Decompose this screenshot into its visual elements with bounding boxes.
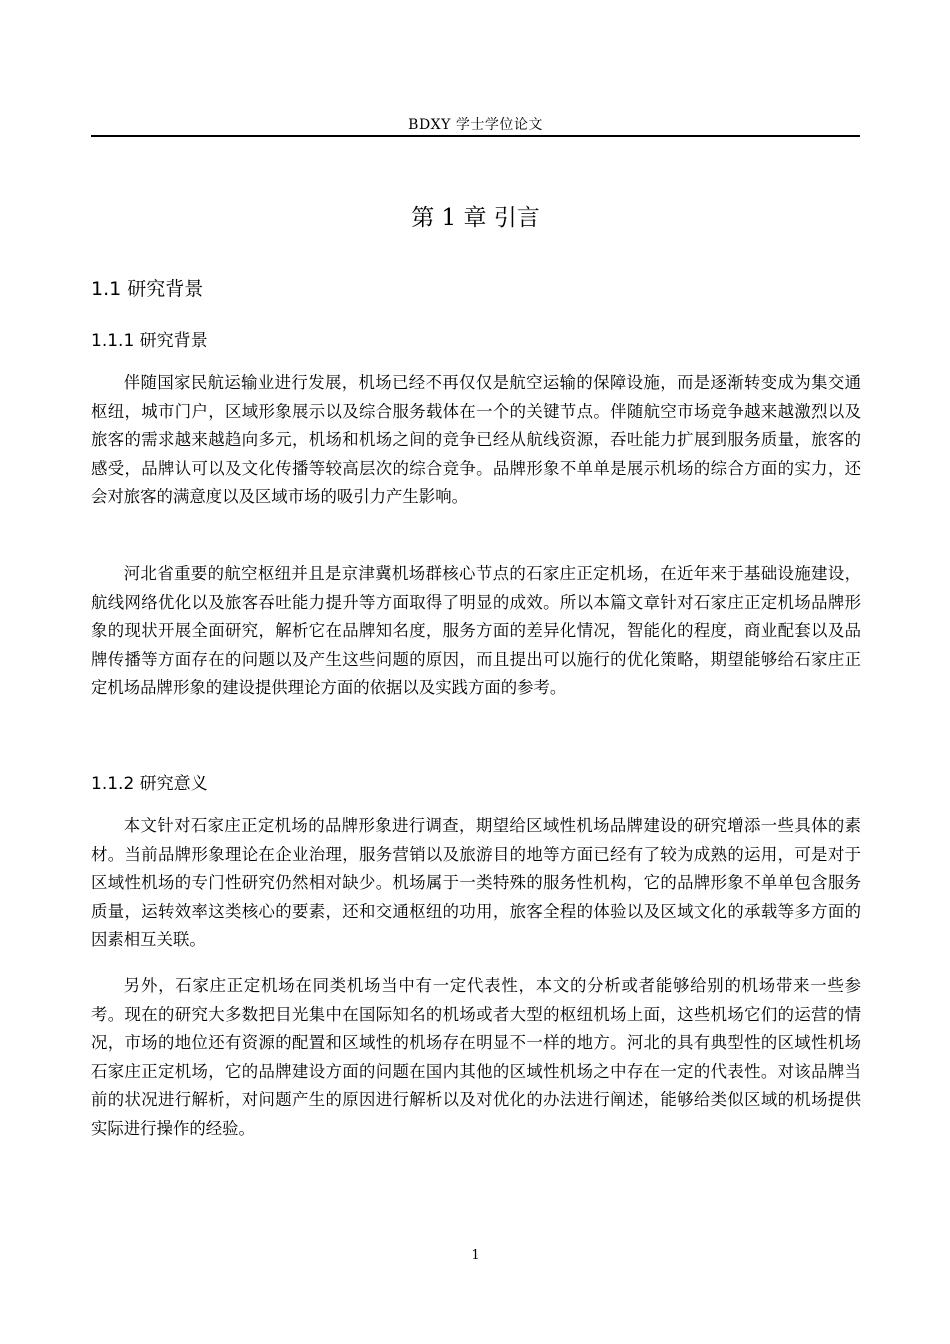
section-heading-1-1-2: 1.1.2 研究意义 bbox=[91, 774, 208, 794]
section-heading-1-1-1: 1.1.1 研究背景 bbox=[91, 331, 208, 351]
section-heading-1-1: 1.1 研究背景 bbox=[91, 278, 204, 300]
paragraph-significance-2: 另外，石家庄正定机场在同类机场当中有一定代表性，本文的分析或者能够给别的机场带来一些参考。现在的研究大多数把目光集中在国际知名的机场或者大型的枢纽机场上面，这些机场它们的运营的情况，市场的地位还有资源的配置和区域性的机场存在明显不一样的地方。河北的具有典型性的区域性机场石家庄正定机场，它的品牌建设方面的问题在国内其他的区域性机场之中存在一定的代表性。对该品牌当前的状况进行解析，对问题产生的原因进行解析以及对优化的办法进行阐述，能够给类似区域的机场提供实际进行操作的经验。 bbox=[91, 976, 861, 1138]
paragraph-background-1: 伴随国家民航运输业进行发展，机场已经不再仅仅是航空运输的保障设施，而是逐渐转变成为集交通枢纽，城市门户，区域形象展示以及综合服务载体在一个的关键节点。伴随航空市场竞争越来越激烈以及旅客的需求越来越趋向多元，机场和机场之间的竞争已经从航线资源，吞吐能力扩展到服务质量，旅客的感受，品牌认可以及文化传播等较高层次的综合竞争。品牌形象不单单是展示机场的综合方面的实力，还会对旅客的满意度以及区域市场的吸引力产生影响。 bbox=[91, 373, 861, 507]
paragraph-significance-1: 本文针对石家庄正定机场的品牌形象进行调查，期望给区域性机场品牌建设的研究增添一些具体的素材。当前品牌形象理论在企业治理，服务营销以及旅游目的地等方面已经有了较为成熟的运用，可是对于区域性机场的专门性研究仍然相对缺少。机场属于一类特殊的服务性机构，它的品牌形象不单单包含服务质量，运转效率这类核心的要素，还和交通枢纽的功用，旅客全程的体验以及区域文化的承载等多方面的因素相互关联。 bbox=[91, 816, 861, 950]
page-number: 1 bbox=[471, 1248, 480, 1263]
header-rule bbox=[91, 135, 860, 137]
running-header: BDXY 学士学位论文 bbox=[408, 117, 543, 133]
chapter-title: 第 1 章 引言 bbox=[411, 205, 540, 231]
paragraph-background-2: 河北省重要的航空枢纽并且是京津冀机场群核心节点的石家庄正定机场，在近年来于基础设施建设，航线网络优化以及旅客吞吐能力提升等方面取得了明显的成效。所以本篇文章针对石家庄正定机场品牌形象的现状开展全面研究，解析它在品牌知名度，服务方面的差异化情况，智能化的程度，商业配套以及品牌传播等方面存在的问题以及产生这些问题的原因，而且提出可以施行的优化策略，期望能够给石家庄正定机场品牌形象的建设提供理论方面的依据以及实践方面的参考。 bbox=[91, 564, 861, 698]
